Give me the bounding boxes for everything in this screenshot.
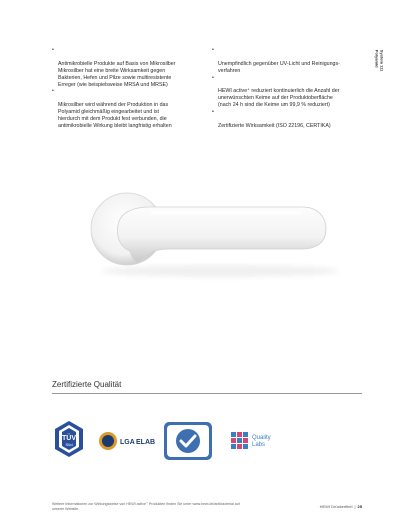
feature-text: Mikrosilber wird während der Produktion in das Polyamid gleichmäßig eingearbeitet und ist hierdurch mit dem Produkt fest verbunden, die antimikrobielle Wirkung bleibt langfristig erhalten: [58, 102, 172, 129]
side-tab-line-material: Polyamid: [374, 49, 380, 68]
door-handle-image: [80, 185, 340, 295]
left-feature-list: [52, 47, 202, 130]
lga-logo-text: LGA: [120, 439, 135, 446]
quality-logo-text: Quality: [252, 435, 271, 441]
tuv-logo-subtext: Süd: [65, 442, 73, 447]
certified-seal-logo: [163, 421, 213, 461]
page-number: 25: [357, 504, 362, 509]
footer-pagination: [320, 504, 362, 509]
tuv-sud-logo: [52, 419, 86, 463]
feature-item: [52, 88, 202, 129]
quality-labs-logo: [230, 429, 286, 453]
labs-logo-text: Labs: [252, 442, 266, 448]
handle-lever: [118, 207, 327, 262]
feature-text: HEWI active⁺ reduziert kontinuierlich die Anzahl der unerwünschten Keime auf der Produktoberfläche (nach 24 h sind die Keime um 99,9 % reduziert): [218, 88, 340, 109]
lga-elab-logo: [98, 429, 160, 453]
bullet-marker: [52, 88, 54, 95]
door-handle-illustration: [80, 185, 340, 295]
bullet-marker: [212, 109, 214, 116]
feature-text: Unempfindlich gegenüber UV-Licht und Reinigungs- verfahren: [218, 60, 340, 74]
feature-item: [212, 109, 362, 130]
feature-text: Antimikrobielle Produkte auf Basis von Mikrosilber Mikrosilber hat eine breite Wirksamkeit gegen Bakterien, Hefen und Pilze sowie multiresistente Erreger (wie beispielsweise MRSA und MRSE): [58, 60, 176, 88]
feature-item: [212, 75, 362, 110]
feature-text: Zertifizierte Wirksamkeit (ISO 22196, CERTIKA): [218, 122, 331, 129]
chapter-side-tab: [362, 48, 396, 72]
section-divider: [52, 393, 362, 394]
footer-separator: |: [354, 504, 356, 509]
section-heading: Zertifizierte Qualität: [52, 380, 122, 389]
right-feature-list: [212, 47, 362, 130]
feature-item: [52, 47, 202, 88]
footer-note: Weitere Informationen zur Wirkungsweise von HEWI active⁺ Produkten finden Sie unter www.hewi.de/antibacterial auf unserer Website.: [52, 502, 240, 511]
side-tab-line-system: System 111: [379, 49, 385, 72]
elab-logo-text: ELAB: [136, 439, 156, 446]
tuv-logo-text: TÜV: [62, 435, 76, 442]
bullet-marker: [212, 75, 214, 82]
feature-item: [212, 47, 362, 75]
bullet-marker: [52, 47, 54, 54]
bullet-marker: [212, 47, 214, 54]
footer-brand: HEWI Drückerfibel: [319, 504, 353, 509]
certification-logos: [52, 417, 362, 465]
